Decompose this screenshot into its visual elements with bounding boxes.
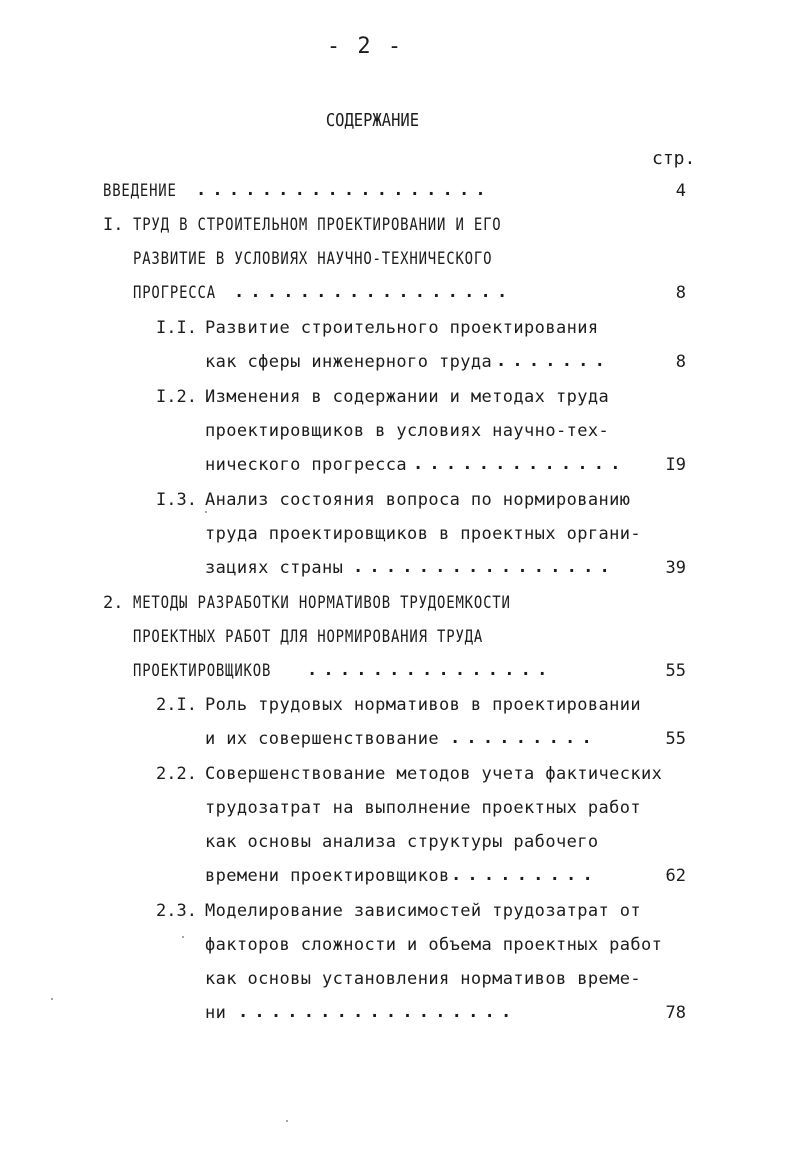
leader-dots: .......	[496, 351, 612, 371]
toc-entry-text: Изменения в содержании и методах труда	[205, 387, 610, 407]
toc-entry-text: как сферы инженерного труда	[205, 352, 493, 372]
toc-entry-text: зациях страны	[205, 558, 344, 578]
leader-dots: ...............	[307, 660, 554, 680]
toc-page-number: 55	[665, 661, 686, 681]
toc-entry-text: факторов сложности и объема проектных работ	[205, 935, 663, 955]
toc-entry-text: Моделирование зависимостей трудозатрат от	[205, 901, 642, 921]
toc-entry-text: проектировщиков в условиях научно-тех-	[205, 421, 610, 441]
leader-dots: .................	[234, 282, 514, 302]
toc-title: СОДЕРЖАНИЕ	[325, 110, 420, 131]
toc-entry-number: I.3.	[156, 490, 197, 510]
toc-page-number: 62	[665, 866, 686, 886]
page-column-label: стр.	[652, 148, 696, 169]
scan-speck	[182, 936, 184, 938]
toc-entry-number: 2.3.	[156, 901, 197, 921]
leader-dots: ................	[353, 557, 616, 577]
toc-entry-text: ПРОГРЕССА	[133, 283, 216, 303]
toc-entry-text: как основы анализа структуры рабочего	[205, 832, 599, 852]
toc-page-number: 4	[675, 181, 686, 201]
toc-entry-text: как основы установления нормативов време-	[205, 969, 642, 989]
toc-entry-text: ВВЕДЕНИЕ	[103, 181, 177, 201]
toc-page-number: 8	[675, 352, 686, 372]
toc-entry-text: Роль трудовых нормативов в проектировании	[205, 695, 642, 715]
leader-dots: .........	[450, 728, 598, 748]
toc-page-number: 55	[665, 729, 686, 749]
toc-entry-text: Развитие строительного проектирования	[205, 318, 599, 338]
toc-entry-text: ни	[205, 1003, 227, 1023]
toc-entry-text: ТРУД В СТРОИТЕЛЬНОМ ПРОЕКТИРОВАНИИ И ЕГО	[133, 215, 502, 235]
toc-page-number: 8	[675, 283, 686, 303]
toc-entry-number: 2.2.	[156, 764, 197, 784]
toc-entry-text: РАЗВИТИЕ В УСЛОВИЯХ НАУЧНО-ТЕХНИЧЕСКОГО	[133, 249, 493, 269]
toc-page-number: I9	[665, 455, 686, 475]
toc-entry-text: ПРОЕКТНЫХ РАБОТ ДЛЯ НОРМИРОВАНИЯ ТРУДА	[133, 627, 484, 647]
toc-entry-number: I.	[103, 215, 124, 235]
toc-entry-number: I.2.	[156, 387, 197, 407]
toc-entry-text: Анализ состояния вопроса по нормированию	[205, 490, 631, 510]
toc-entry-text: нического прогресса	[205, 455, 408, 475]
scan-speck	[286, 1120, 288, 1122]
page-number: - 2 -	[326, 34, 404, 59]
toc-entry-text: МЕТОДЫ РАЗРАБОТКИ НОРМАТИВОВ ТРУДОЕМКОСТИ	[133, 593, 511, 613]
toc-page-number: 39	[665, 558, 686, 578]
toc-page-number: 78	[665, 1003, 686, 1023]
scan-speck	[205, 511, 207, 513]
leader-dots: ..................	[196, 180, 492, 200]
toc-entry-text: трудозатрат на выполнение проектных работ	[205, 798, 642, 818]
leader-dots: .........	[451, 865, 599, 885]
toc-entry-number: 2.	[103, 593, 124, 613]
leader-dots: .............	[413, 454, 627, 474]
toc-entry-text: труда проектировщиков в проектных органи-	[205, 524, 642, 544]
toc-entry-number: I.I.	[156, 318, 197, 338]
toc-entry-text: Совершенствование методов учета фактических	[205, 764, 663, 784]
toc-entry-text: и их совершенствование	[205, 729, 439, 749]
toc-entry-text: времени проектировщиков	[205, 866, 450, 886]
leader-dots: .................	[238, 1002, 518, 1022]
toc-entry-text: ПРОЕКТИРОВЩИКОВ	[133, 661, 272, 681]
scan-speck	[51, 998, 53, 1000]
toc-entry-number: 2.I.	[156, 695, 197, 715]
